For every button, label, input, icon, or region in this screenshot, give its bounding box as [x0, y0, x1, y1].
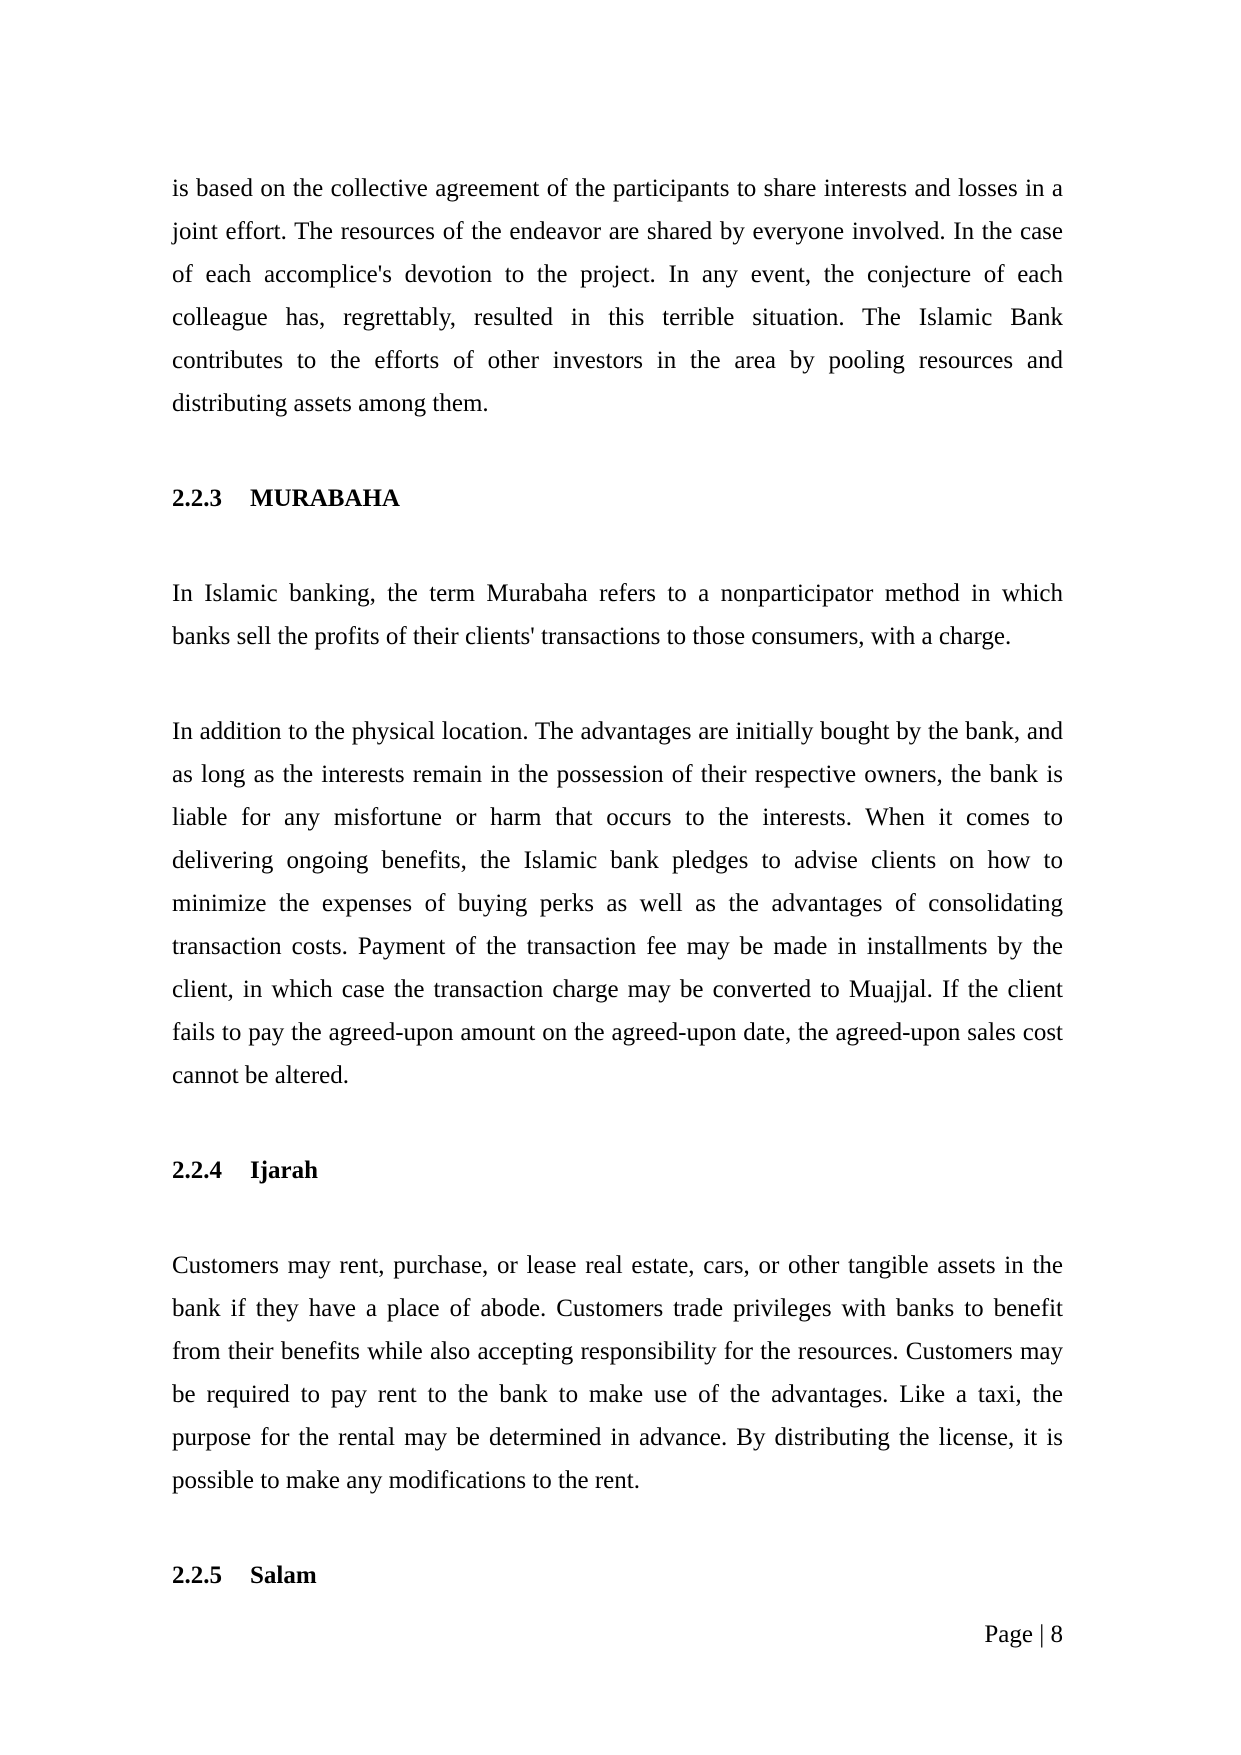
section-heading-ijarah [172, 1149, 1063, 1192]
section-number-murabaha: 2.2.3 [172, 485, 222, 512]
page-number-footer: Page | 8 [984, 1621, 1063, 1648]
section-heading-murabaha [172, 477, 1063, 520]
intro-paragraph: is based on the collective agreement of the participants to share interests and losses in a joint effort. The resources of the endeavor are shared by everyone involved. In the case of each accomplice's devotion to the project. In any event, the conjecture of each colleague has, regrettably, resulted in this terrible situation. The Islamic Bank contributes to the efforts of other investors in the area by pooling resources and distributing assets among them. [172, 175, 1063, 417]
murabaha-paragraph-1: In Islamic banking, the term Murabaha refers to a nonparticipator method in which banks sell the profits of their clients' transactions to those consumers, with a charge. [172, 580, 1063, 650]
section-title-murabaha: MURABAHA [250, 485, 400, 512]
section-title-salam: Salam [250, 1562, 317, 1589]
section-heading-salam [172, 1554, 1063, 1597]
murabaha-paragraph-2: In addition to the physical location. The advantages are initially bought by the bank, and as long as the interests remain in the possession of their respective owners, the bank is liable for any misfortune or harm that occurs to the interests. When it comes to delivering ongoing benefits, the Islamic bank pledges to advise clients on how to minimize the expenses of buying perks as well as the advantages of consolidating transaction costs. Payment of the transaction fee may be made in installments by the client, in which case the transaction charge may be converted to Muajjal. If the client fails to pay the agreed-upon amount on the agreed-upon date, the agreed-upon sales cost cannot be altered. [172, 718, 1063, 1089]
page-content [172, 167, 1063, 1649]
section-number-ijarah: 2.2.4 [172, 1157, 222, 1184]
ijarah-paragraph-1: Customers may rent, purchase, or lease real estate, cars, or other tangible assets in the bank if they have a place of abode. Customers trade privileges with banks to benefit from their benefits while also accepting responsibility for the resources. Customers may be required to pay rent to the bank to make use of the advantages. Like a taxi, the purpose for the rental may be determined in advance. By distributing the license, it is possible to make any modifications to the rent. [172, 1252, 1063, 1494]
section-title-ijarah: Ijarah [250, 1157, 319, 1184]
section-number-salam: 2.2.5 [172, 1562, 222, 1589]
